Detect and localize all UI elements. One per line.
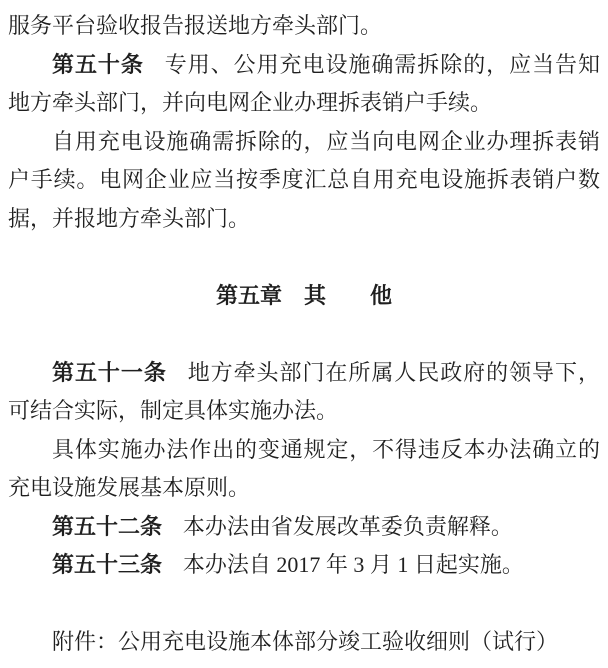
article-50-text: 专用、公用充电设施确需拆除的，应当告知地方牵头部门，并向电网企业办理拆表销户手续。 <box>8 51 600 115</box>
article-52-term: 第五十二条 <box>52 513 163 539</box>
article-51-text: 地方牵头部门在所属人民政府的领导下，可结合实际，制定具体实施办法。 <box>8 359 600 423</box>
paragraph-continuation: 服务平台验收报告报送地方牵头部门。 <box>8 13 383 38</box>
attachment-label: 附件： <box>52 629 119 654</box>
article-50-paragraph <box>8 46 600 123</box>
article-52-paragraph <box>8 508 600 547</box>
self-use-removal-paragraph: 自用充电设施确需拆除的，应当向电网企业办理拆表销户手续。电网企业应当按季度汇总自用充电设施拆表销户数据，并报地方牵头部门。 <box>8 128 600 231</box>
implementation-measures-paragraph: 具体实施办法作出的变通规定，不得违反本办法确立的充电设施发展基本原则。 <box>8 436 600 500</box>
article-53-term: 第五十三条 <box>52 552 163 577</box>
article-50-term: 第五十条 <box>52 51 144 77</box>
attachment-title: 公用充电设施本体部分竣工验收细则（试行） <box>118 629 559 654</box>
chapter-5-heading: 第五章 其 他 <box>215 282 392 308</box>
article-51-term: 第五十一条 <box>52 359 167 385</box>
article-53-paragraph <box>8 546 600 585</box>
article-53-text: 本办法自 2017 年 3 月 1 日起实施。 <box>182 552 524 577</box>
attachment-line <box>8 623 600 662</box>
article-52-text: 本办法由省发展改革委负责解释。 <box>182 513 513 539</box>
article-51-paragraph <box>8 354 600 431</box>
